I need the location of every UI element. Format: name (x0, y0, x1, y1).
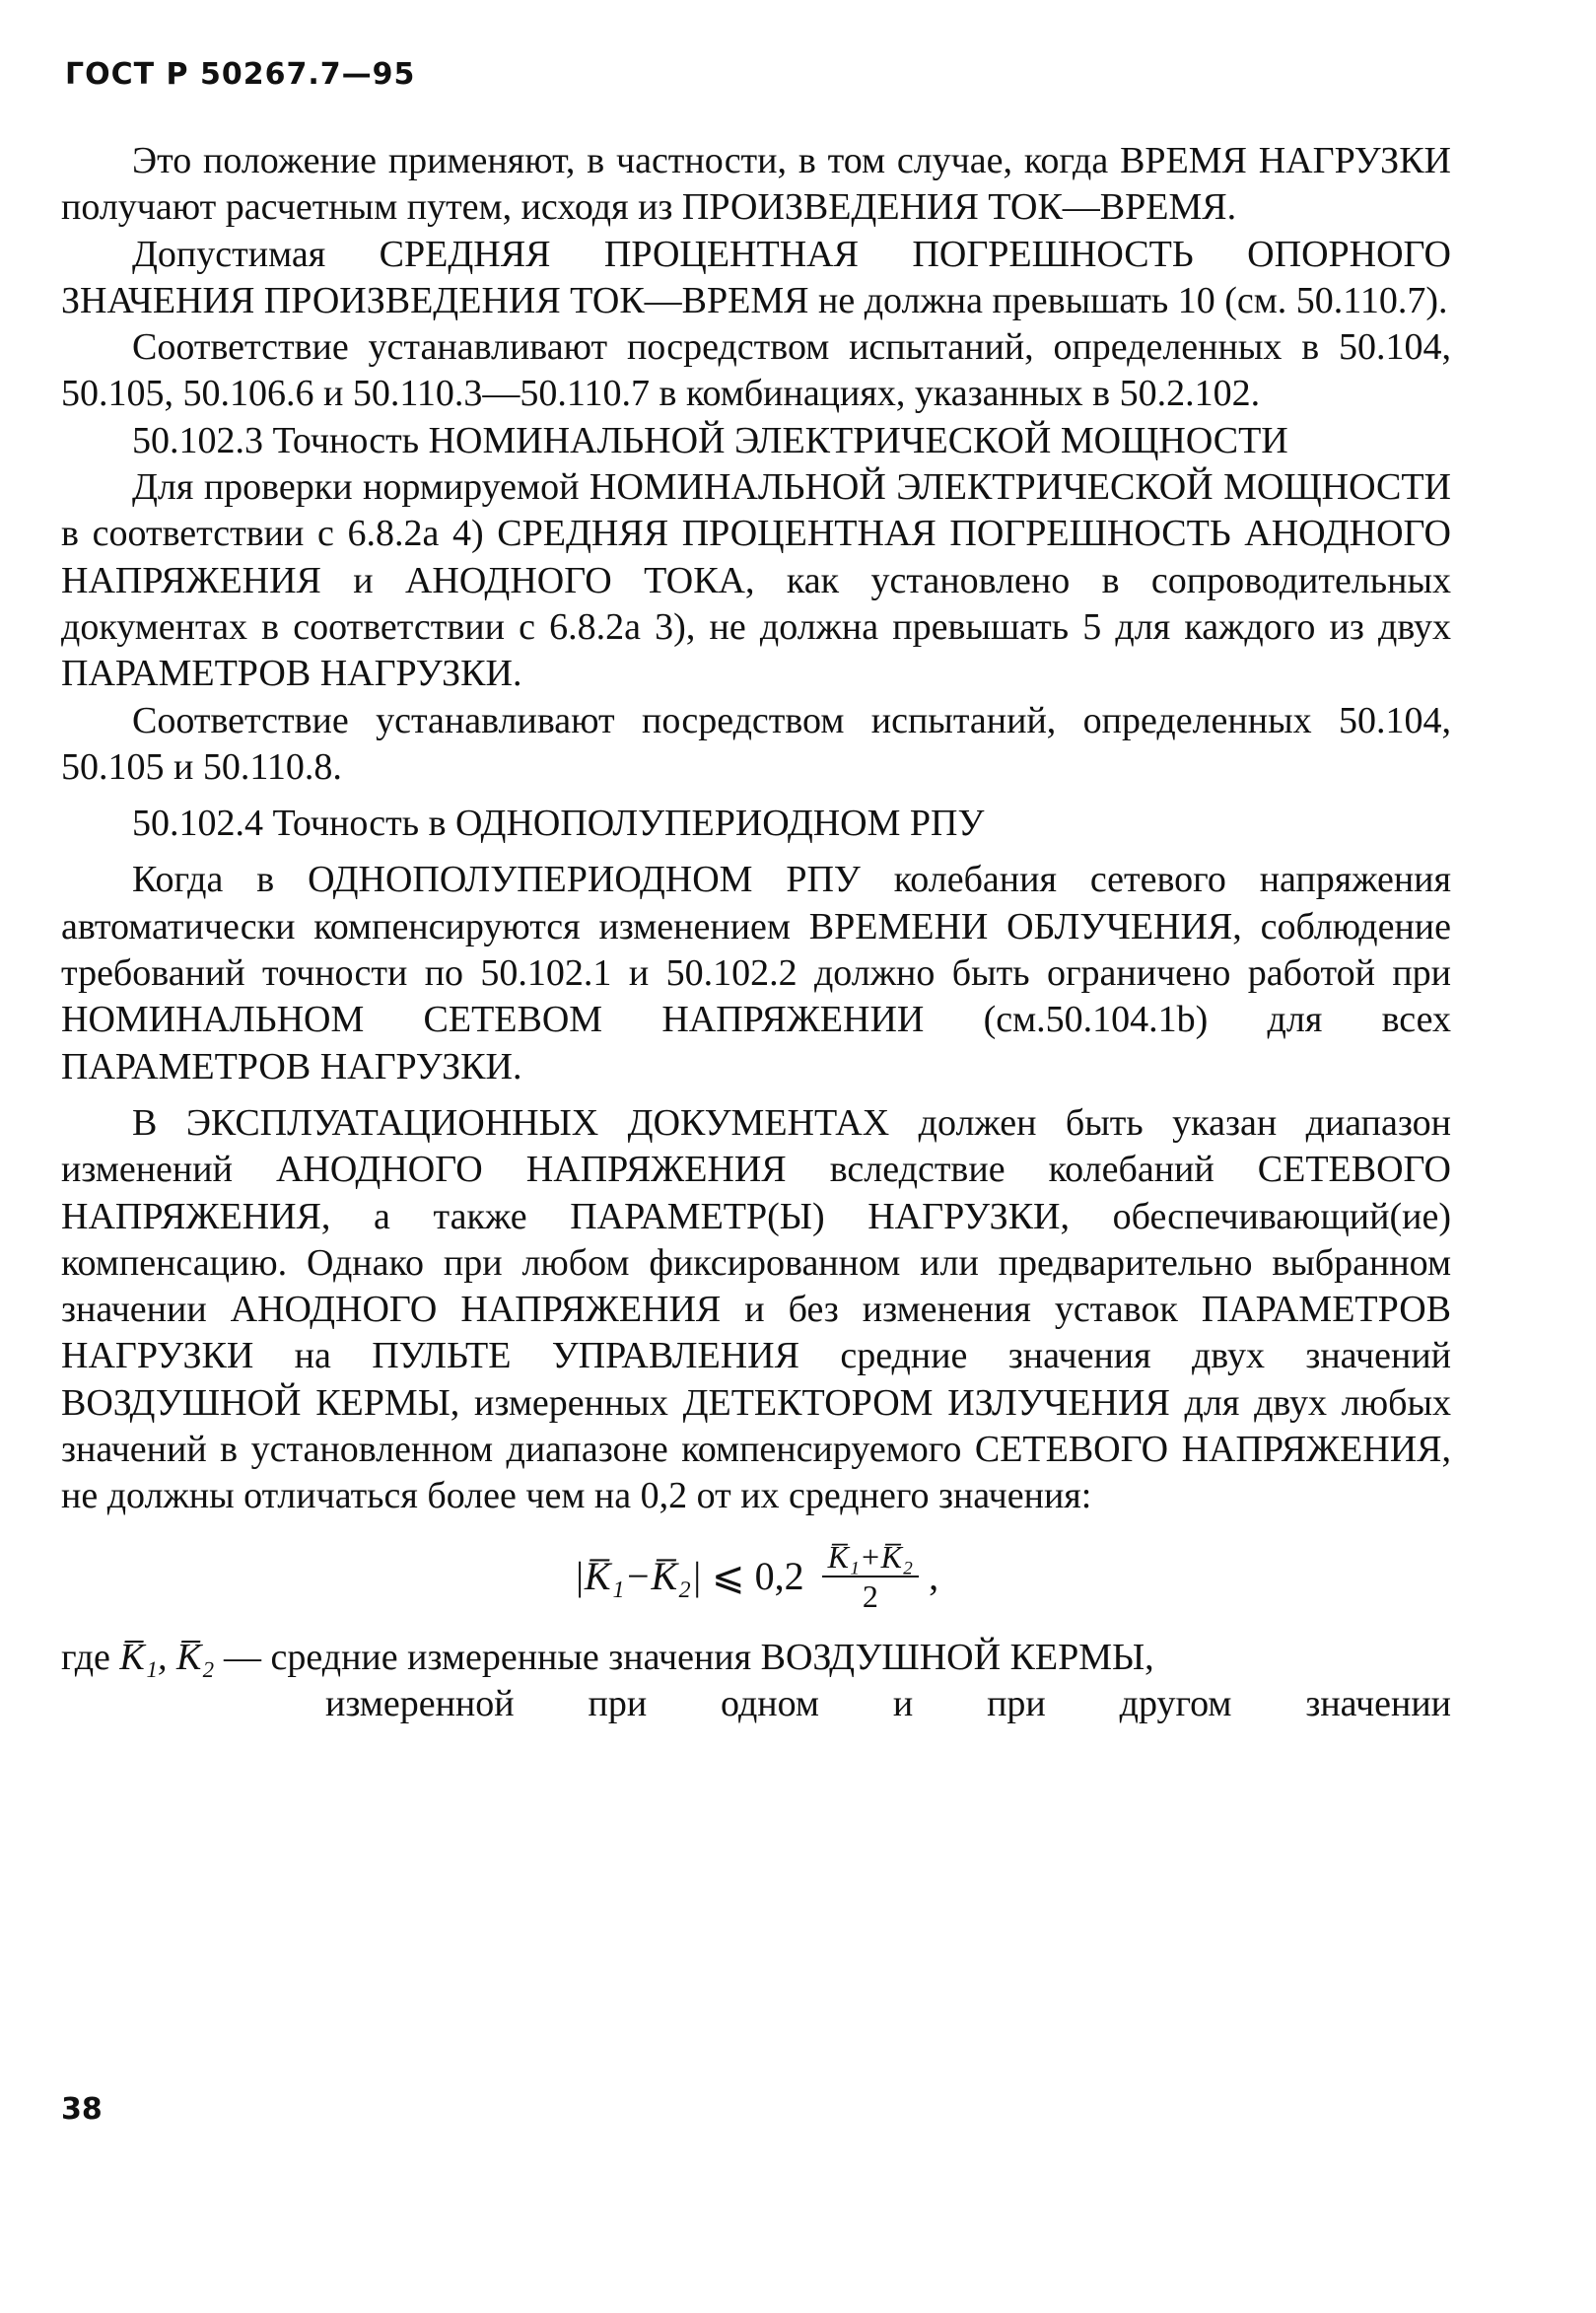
paragraph-9: В ЭКСПЛУАТАЦИОННЫХ ДОКУМЕНТАХ должен быть указан диапазон изменений АНОДНОГО НАПРЯЖЕНИЯ вследствие колебаний СЕТЕВОГО НАПРЯЖЕНИЯ, а также ПАРАМЕТР(Ы) НАГРУЗКИ, обеспечивающий(ие) компенсацию. Однако при любом фиксированном или предварительно выбранном значении АНОДНОГО НАПРЯЖЕНИЯ и без изменения уставок ПАРАМЕТРОВ НАГРУЗКИ на ПУЛЬТЕ УПРАВЛЕНИЯ средние значения двух значений ВОЗДУШНОЙ КЕРМЫ, измеренных ДЕТЕКТОРОМ ИЗЛУЧЕНИЯ для двух любых значений в установленном диапазоне компенсируемого СЕТЕВОГО НАПРЯЖЕНИЯ, не должны отличаться более чем на 0,2 от их среднего значения: (61, 1101, 1451, 1517)
section-heading-50-102-4: 50.102.4 Точность в ОДНОПОЛУПЕРИОДНОМ РПУ (132, 803, 985, 845)
section-heading-50-102-3: 50.102.3 Точность НОМИНАЛЬНОЙ ЭЛЕКТРИЧЕСКОЙ МОЩНОСТИ (132, 419, 1288, 461)
formula-coefficient: 0,2 (754, 1553, 804, 1598)
where-clause (61, 1635, 1451, 1728)
where-symbols: K̅₁, K̅₂ (119, 1636, 215, 1678)
where-definition-line-1: — средние измеренные значения ВОЗДУШНОЙ КЕРМЫ, (224, 1636, 1154, 1678)
paragraph-5: Для проверки нормируемой НОМИНАЛЬНОЙ ЭЛЕКТРИЧЕСКОЙ МОЩНОСТИ в соответствии с 6.8.2а 4) СРЕДНЯЯ ПРОЦЕНТНАЯ ПОГРЕШНОСТЬ АНОДНОГО НАПРЯЖЕНИЯ и АНОДНОГО ТОКА, как установлено в сопроводительных документах в соответствии с 6.8.2а 3), не должна превышать 5 для каждого из двух ПАРАМЕТРОВ НАГРУЗКИ. (61, 466, 1451, 695)
where-definition-line-2: измеренной при одном и при другом значении (325, 1682, 1451, 1724)
formula-fraction (822, 1538, 920, 1615)
paragraph-3: Соответствие устанавливают посредством испытаний, определенных в 50.104, 50.105, 50.106.6 и 50.110.3—50.110.7 в комбинациях, указанных в 50.2.102. (61, 326, 1451, 415)
where-lead: где (61, 1636, 110, 1678)
formula-numerator: K̅₁+K̅₂ (822, 1538, 920, 1577)
page-number: 38 (61, 2092, 103, 2127)
page-header-standard-code: ГОСТ Р 50267.7—95 (65, 57, 416, 92)
paragraph-1: Это положение применяют, в частности, в том случае, когда ВРЕМЯ НАГРУЗКИ получают расчетным путем, исходя из ПРОИЗВЕДЕНИЯ ТОК—ВРЕМЯ. (61, 140, 1451, 229)
formula-trailing-comma: , (929, 1553, 939, 1598)
formula-relation: ⩽ (712, 1553, 745, 1598)
formula-denominator: 2 (862, 1577, 878, 1614)
formula (61, 1538, 1451, 1627)
paragraph-2: Допустимая СРЕДНЯЯ ПРОЦЕНТНАЯ ПОГРЕШНОСТЬ ОПОРНОГО ЗНАЧЕНИЯ ПРОИЗВЕДЕНИЯ ТОК—ВРЕМЯ не должна превышать 10 (см. 50.110.7). (61, 233, 1451, 321)
paragraph-6: Соответствие устанавливают посредством испытаний, определенных 50.104, 50.105 и 50.110.8. (61, 699, 1451, 788)
body-text (61, 138, 1451, 1727)
formula-lhs: |K̅₁−K̅₂| (573, 1553, 703, 1598)
paragraph-8: Когда в ОДНОПОЛУПЕРИОДНОМ РПУ колебания сетевого напряжения автоматически компенсируются изменением ВРЕМЕНИ ОБЛУЧЕНИЯ, соблюдение требований точности по 50.102.1 и 50.102.2 должно быть ограничено работой при НОМИНАЛЬНОМ СЕТЕВОМ НАПРЯЖЕНИИ (см.50.104.1b) для всех ПАРАМЕТРОВ НАГРУЗКИ. (61, 859, 1451, 1087)
